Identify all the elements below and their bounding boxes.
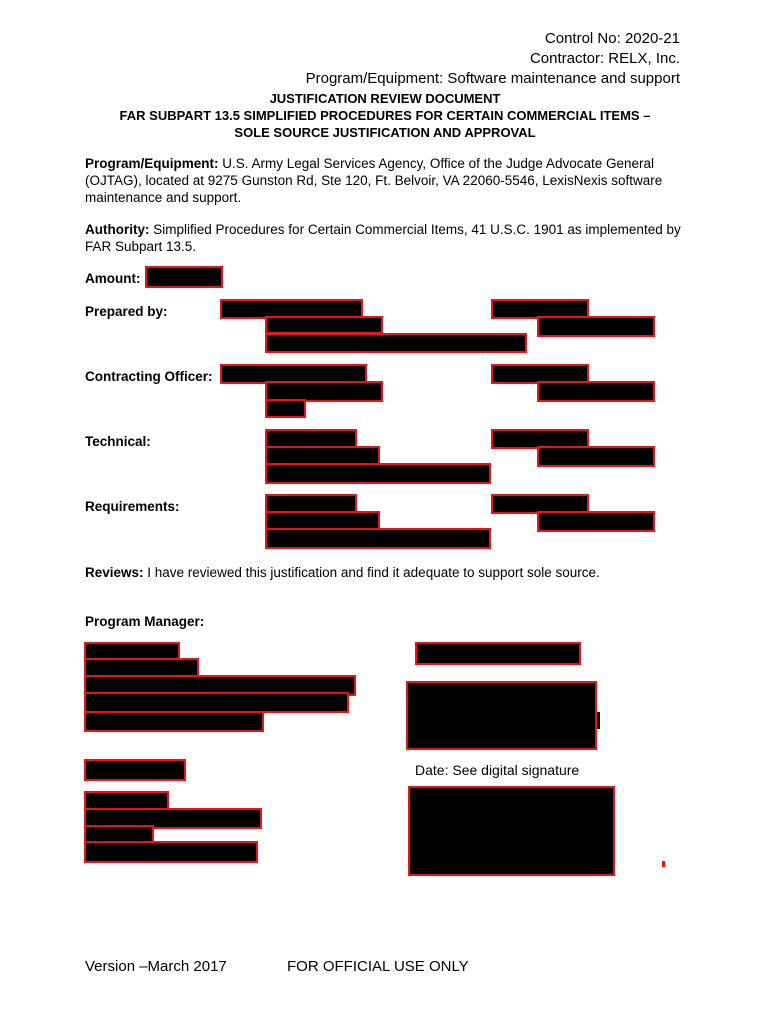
redaction-block: [84, 759, 186, 781]
redaction-block: [84, 711, 264, 732]
prepared-by-label: Prepared by:: [85, 304, 168, 319]
redaction-block: [265, 316, 383, 334]
reviews-text: I have reviewed this justification and find it adequate to support sole source.: [143, 565, 600, 580]
redaction-block: [265, 528, 491, 549]
requirements-label: Requirements:: [85, 499, 180, 514]
redaction-block: [537, 316, 655, 337]
redaction-block: [265, 463, 491, 484]
footer-fouo: FOR OFFICIAL USE ONLY: [287, 958, 469, 975]
document-title: JUSTIFICATION REVIEW DOCUMENT: [269, 91, 501, 106]
amount-label: Amount:: [85, 271, 141, 286]
authority-text: Simplified Procedures for Certain Commercial Items, 41 U.S.C. 1901 as implemented by FAR Subpart 13.5.: [85, 222, 681, 254]
redaction-block: [84, 841, 258, 863]
redaction-signature-block: [406, 681, 597, 750]
redaction-block: [537, 381, 655, 402]
program-equipment-text: U.S. Army Legal Services Agency, Office of the Judge Advocate General (OJTAG), located at 9275 Gunston Rd, Ste 120, Ft. Belvoir, VA 22060-5546, LexisNexis software maintenance and support.: [85, 156, 663, 205]
technical-label: Technical:: [85, 434, 151, 449]
reviews-paragraph: [85, 564, 725, 581]
redaction-block: [415, 642, 581, 665]
contracting-officer-label: Contracting Officer:: [85, 369, 213, 384]
redaction-block: [265, 333, 527, 353]
redaction-block: [537, 446, 655, 467]
authority-label: Authority:: [85, 222, 150, 237]
redaction-block: [265, 399, 306, 418]
stray-mark: [662, 861, 665, 867]
document-subtitle: FAR SUBPART 13.5 SIMPLIFIED PROCEDURES FOR CERTAIN COMMERCIAL ITEMS –: [119, 108, 651, 123]
reviews-label: Reviews:: [85, 565, 144, 580]
redaction-block: [84, 692, 349, 713]
program-equipment-label: Program/Equipment:: [85, 156, 219, 171]
control-number: Control No: 2020-21: [544, 30, 680, 47]
footer-version: Version –March 2017: [85, 958, 227, 975]
program-equipment-paragraph: [85, 155, 685, 206]
signature-mark: [597, 712, 600, 729]
signature-date: Date: See digital signature: [415, 762, 580, 778]
redaction-amount: [145, 266, 223, 288]
program-manager-label: Program Manager:: [85, 614, 205, 629]
contractor: Contractor: RELX, Inc.: [529, 50, 680, 67]
redaction-signature-block: [408, 786, 615, 876]
redaction-block: [537, 511, 655, 532]
authority-paragraph: [85, 221, 685, 255]
program-equipment-header: Program/Equipment: Software maintenance and support: [305, 70, 680, 87]
document-subtitle-2: SOLE SOURCE JUSTIFICATION AND APPROVAL: [234, 125, 536, 140]
